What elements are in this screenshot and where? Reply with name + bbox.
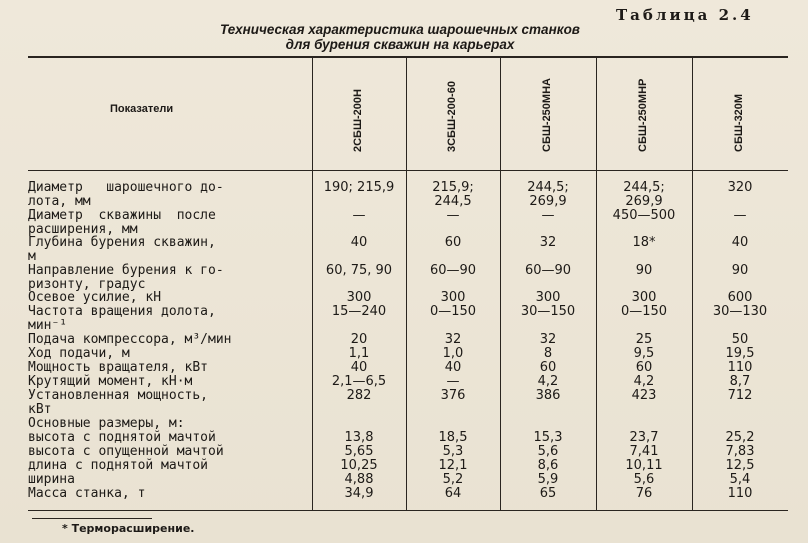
table-cell: 4,2 [537,374,559,389]
table-cell: 30—130 [712,304,768,319]
table-cell: 5,4 [729,472,751,487]
table-cell: 215,9; [432,180,474,195]
column-header: 2СБШ-200Н [352,89,364,152]
table-bottom-rule [28,510,788,511]
table-cell: 4,2 [633,374,655,389]
table-number: Таблица 2.4 [616,6,754,24]
table-cell: 450—500 [612,208,676,223]
table-cell: 300 [346,290,372,305]
table-cell: 244,5 [434,194,472,209]
row-label: расширения, мм [28,222,138,237]
table-cell: 13,8 [344,430,374,445]
column-header: СБШ-250МНР [637,78,649,152]
table-cell: 190; 215,9 [323,180,395,195]
table-cell: 23,7 [629,430,659,445]
row-label: Диаметр шарошечного до- [28,180,224,195]
row-label: Мощность вращателя, кВт [28,360,209,375]
row-label: Масса станка, т [28,486,146,501]
row-label: Диаметр скважины после [28,208,216,223]
row-label: Ход подачи, м [28,346,130,361]
table-cell: 32 [539,235,557,250]
table-cell: 4,88 [344,472,374,487]
table-cell: 5,3 [442,444,464,459]
table-cell: 25 [635,332,653,347]
table-cell: 5,9 [537,472,559,487]
table-title-line-2: для бурения скважин на карьерах [285,37,515,52]
table-cell: 15—240 [331,304,387,319]
table-cell: — [446,374,460,389]
table-cell: 300 [535,290,561,305]
table-cell: 12,5 [725,458,755,473]
table-cell: 90 [731,263,749,278]
table-cell: 8,6 [537,458,559,473]
header-bottom-rule [28,170,788,171]
row-label: высота с опущенной мачтой [28,444,224,459]
row-label: мин⁻¹ [28,318,68,333]
table-cell: — [733,208,747,223]
table-cell: 10,25 [340,458,378,473]
table-cell: 60—90 [524,263,572,278]
table-cell: 19,5 [725,346,755,361]
row-label: Подача компрессора, м³/мин [28,332,232,347]
table-top-rule [28,56,788,58]
table-cell: 20 [350,332,368,347]
table-cell: 8,7 [729,374,751,389]
row-label: Крутящий момент, кН·м [28,374,193,389]
footnote: * Терморасширение. [62,522,195,535]
column-header: СБШ-250МНА [541,78,553,152]
table-cell: 40 [444,360,462,375]
table-cell: 60 [635,360,653,375]
table-cell: 386 [535,388,561,403]
table-cell: 5,6 [537,444,559,459]
row-label: Глубина бурения скважин, [28,235,216,250]
row-label: Установленная мощность, [28,388,209,403]
table-cell: 60, 75, 90 [325,263,393,278]
table-cell: 5,65 [344,444,374,459]
table-cell: 7,83 [725,444,755,459]
table-cell: 7,41 [629,444,659,459]
table-cell: 90 [635,263,653,278]
table-cell: 282 [346,388,372,403]
params-column-header: Показатели [110,103,174,115]
table-cell: — [541,208,555,223]
table-cell: 244,5; [623,180,665,195]
table-cell: 65 [539,486,557,501]
table-cell: 110 [727,360,753,375]
table-cell: 1,1 [348,346,370,361]
table-cell: 600 [727,290,753,305]
table-cell: 5,2 [442,472,464,487]
row-label: Направление бурения к го- [28,263,224,278]
table-cell: 25,2 [725,430,755,445]
table-cell: 1,0 [442,346,464,361]
table-cell: 64 [444,486,462,501]
table-cell: 30—150 [520,304,576,319]
table-cell: 60 [444,235,462,250]
row-label: лота, мм [28,194,91,209]
row-label: кВт [28,402,52,417]
column-header: СБШ-320М [733,93,745,152]
table-cell: 5,6 [633,472,655,487]
table-cell: 40 [350,360,368,375]
table-cell: 34,9 [344,486,374,501]
table-cell: 244,5; [527,180,569,195]
table-title-line-1: Техническая характеристика шарошечных станков [220,22,580,37]
table-cell: 18* [632,235,656,250]
table-cell: 76 [635,486,653,501]
table-cell: 12,1 [438,458,468,473]
table-cell: 15,3 [533,430,563,445]
row-label: Основные размеры, м: [28,416,185,431]
row-label: Частота вращения долота, [28,304,216,319]
table-cell: — [446,208,460,223]
table-cell: 0—150 [620,304,668,319]
row-label: ризонту, градус [28,277,146,292]
table-cell: 18,5 [438,430,468,445]
table-cell: 40 [350,235,368,250]
table-cell: 60 [539,360,557,375]
table-cell: 9,5 [633,346,655,361]
table-cell: 10,11 [625,458,663,473]
row-label: м [28,249,36,264]
row-label: Осевое усилие, кН [28,290,162,305]
table-cell: 300 [631,290,657,305]
table-cell: — [352,208,366,223]
table-cell: 320 [727,180,753,195]
column-header: 3СБШ-200-60 [446,81,458,152]
table-cell: 40 [731,235,749,250]
table-cell: 2,1—6,5 [331,374,387,389]
table-cell: 376 [440,388,466,403]
table-cell: 269,9 [625,194,663,209]
row-label: длина с поднятой мачтой [28,458,209,473]
row-label: ширина [28,472,75,487]
table-cell: 300 [440,290,466,305]
table-cell: 50 [731,332,749,347]
table-cell: 110 [727,486,753,501]
table-cell: 712 [727,388,753,403]
table-cell: 32 [444,332,462,347]
table-cell: 60—90 [429,263,477,278]
row-label: высота с поднятой мачтой [28,430,216,445]
table-cell: 423 [631,388,657,403]
footnote-rule [32,518,152,519]
table-cell: 32 [539,332,557,347]
table-cell: 8 [543,346,553,361]
table-cell: 269,9 [529,194,567,209]
table-cell: 0—150 [429,304,477,319]
